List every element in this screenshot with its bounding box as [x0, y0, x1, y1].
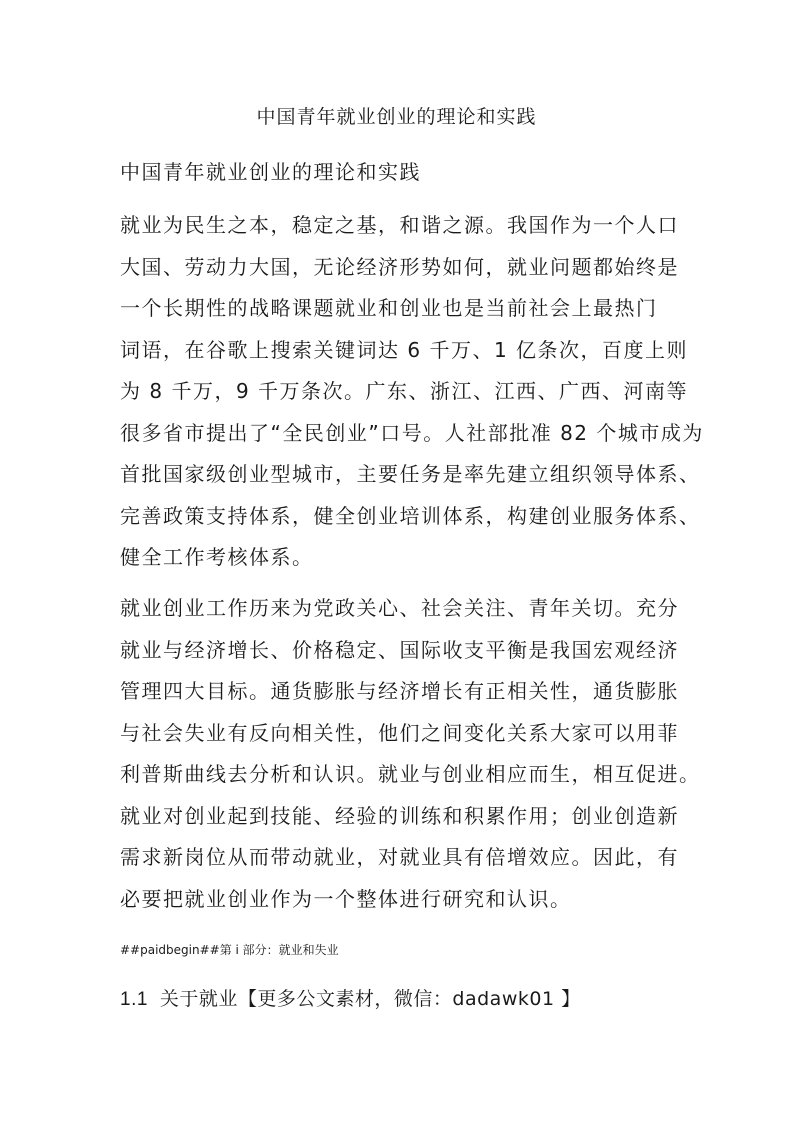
paragraph-line: 就业创业工作历来为党政关心、社会关注、青年关切。充分 — [120, 596, 679, 620]
paragraph-line: 为 8 千万，9 千万条次。广东、浙江、江西、广西、河南等 — [120, 379, 689, 403]
paragraph-line: 必要把就业创业作为一个整体进行研究和认识。 — [120, 886, 572, 911]
document-subtitle: 中国青年就业创业的理论和实践 — [120, 160, 421, 184]
paragraph-line: 一个长期性的战略课题就业和创业也是当前社会上最热门 — [120, 296, 658, 320]
paragraph-line: 就业为民生之本，稳定之基，和谐之源。我国作为一个人口 — [120, 213, 679, 237]
paragraph-line: 管理四大目标。通货膨胀与经济增长有正相关性，通货膨胀 — [120, 679, 679, 703]
paragraph-line: 与社会失业有反向相关性，他们之间变化关系大家可以用菲 — [120, 720, 679, 745]
paragraph-2 — [120, 588, 701, 920]
paragraph-line: 就业与经济增长、价格稳定、国际收支平衡是我国宏观经济 — [120, 637, 679, 662]
section-title: 关于就业【更多公文素材，微信：dadawk01 】 — [159, 988, 581, 1010]
document-title: 中国青年就业创业的理论和实践 — [256, 106, 537, 128]
paragraph-line: 需求新岗位从而带动就业，对就业具有倍增效应。因此，有 — [120, 845, 679, 869]
paragraph-line: 词语，在谷歌上搜索关键词达 6 千万、1 亿条次，百度上则 — [120, 337, 689, 362]
paid-marker: ##paidbegin##第 i 部分：就业和失业 — [120, 943, 339, 957]
paragraph-line: 很多省市提出了“全民创业”口号。人社部批准 82 个城市成为 — [120, 420, 704, 445]
section-number: 1.1 — [120, 989, 148, 1010]
paragraph-line: 利普斯曲线去分析和认识。就业与创业相应而生，相互促进。 — [120, 762, 701, 786]
paragraph-line: 完善政策支持体系，健全创业培训体系，构建创业服务体系、 — [120, 503, 701, 528]
paragraph-line: 健全工作考核体系。 — [120, 545, 314, 569]
paragraph-line: 首批国家级创业型城市，主要任务是率先建立组织领导体系、 — [120, 462, 701, 486]
paragraph-line: 就业对创业起到技能、经验的训练和积累作用；创业创造新 — [120, 803, 679, 828]
section-heading — [120, 983, 581, 1016]
paragraph-line: 大国、劳动力大国，无论经济形势如何，就业问题都始终是 — [120, 254, 679, 279]
paragraph-1 — [120, 205, 704, 579]
